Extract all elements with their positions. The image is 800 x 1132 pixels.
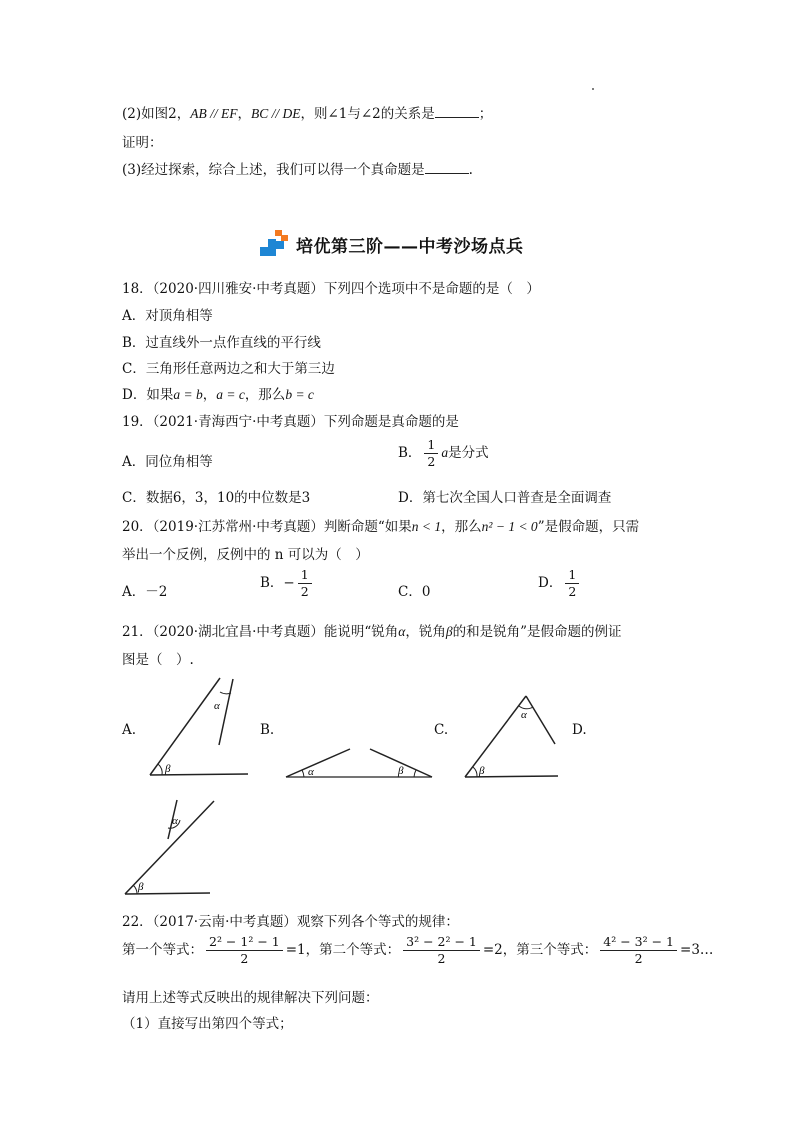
part2-cond1: AB // EF [190,106,238,121]
q22-equations [122,935,713,966]
q20-stem-line1 [122,515,639,535]
q20-option-d[interactable] [538,568,582,599]
q18-d-math1: a = b [173,387,203,402]
q21-stem-a: 21．（2020·湖北宜昌·中考真题）能说明“锐角 [122,624,399,640]
fraction-den: 2 [240,950,249,966]
q19-b-label: B． [398,444,422,461]
part2-suffix: ，则∠1与∠2的关系是 [300,106,435,122]
fraction-num: 1 [298,568,312,584]
figure-alpha-label: α [214,700,220,712]
q18-d-math3: b = c [285,387,314,402]
q21-option-c[interactable]: C. [434,722,449,738]
q19-b-var: a [441,444,449,460]
q22-eq1-result: =1，第二个等式： [285,941,401,958]
q18-option-d[interactable] [122,383,314,403]
figure-beta-label: β [138,881,144,893]
part3-end: . [468,162,473,178]
fraction [206,935,283,966]
fraction-num: 4² − 3² − 1 [600,935,677,951]
q21-stem-line1 [122,620,622,640]
section-title [258,230,524,258]
q18-option-a[interactable]: A．对顶角相等 [122,308,213,324]
q19-b-text: 是分式 [448,444,489,461]
fraction-num: 2² − 1² − 1 [206,935,283,951]
q20-b-label: B． [260,574,284,591]
fraction [298,568,312,599]
q20-stem-line2: 举出一个反例，反例中的 n 可以为（ ） [122,547,369,563]
q22-eq3-result: =3… [680,941,714,958]
q20-cond: n < 1 [411,519,442,534]
q19-stem: 19．（2021·青海西宁·中考真题）下列命题是真命题的是 [122,414,459,430]
figure-beta-label: β [165,763,171,775]
fraction-den: 2 [634,950,643,966]
q20-option-a[interactable]: A．－2 [122,584,168,600]
q21-stem-line2: 图是（ ）. [122,652,194,668]
part3-line [122,158,473,178]
figure-alpha-label: α [308,766,314,778]
q21-option-a[interactable]: A. [122,722,137,738]
section-title-text: 培优第三阶——中考沙场点兵 [296,236,524,257]
q20-b-sign: − [283,574,295,591]
fraction-num: 1 [424,438,438,454]
q18-option-c[interactable]: C．三角形任意两边之和大于第三边 [122,361,335,377]
figure-b [284,742,436,782]
q20-option-c[interactable]: C．0 [398,584,431,600]
q22-sub1: （1）直接写出第四个等式； [122,1016,293,1032]
q19-option-c[interactable]: C．数据6，3，10的中位数是3 [122,490,311,506]
fraction [600,935,677,966]
proof-label: 证明： [122,135,163,151]
q18-stem: 18．（2020·四川雅安·中考真题）下列四个选项中不是命题的是（ ） [122,281,540,297]
q20-cond2: n² − 1 < 0 [481,519,538,534]
figure-c [460,692,560,784]
q22-stem: 22．（2017·云南·中考真题）观察下列各个等式的规律： [122,914,459,930]
fraction-num: 3² − 2² − 1 [403,935,480,951]
q20-stem-c: ”是假命题，只需 [537,519,640,535]
q20-stem-a: 20．（2019·江苏常州·中考真题）判断命题“如果 [122,519,412,535]
part2-line [122,102,492,122]
q22-instruction: 请用上述等式反映出的规律解决下列问题： [122,990,379,1006]
q19-option-a[interactable]: A．同位角相等 [122,454,213,470]
q20-d-label: D． [538,574,563,591]
part2-cond2: BC // DE [250,106,301,121]
part2-sep: ， [237,106,251,122]
q21-option-b[interactable]: B. [260,722,275,738]
part3-text: (3)经过探索，综合上述，我们可以得一个真命题是 [122,162,425,178]
q18-option-b[interactable]: B．过直线外一点作直线的平行线 [122,335,321,351]
fraction [424,438,438,469]
q18-d-prefix: D．如果 [122,387,174,403]
q18-d-sep: ， [202,387,217,403]
figure-a [140,675,255,785]
q22-eq2-result: =2，第三个等式： [482,941,598,958]
fraction-num: 1 [565,568,579,584]
q21-stem-c: 的和是锐角”是假命题的例证 [452,624,622,640]
q19-option-b[interactable] [398,438,489,469]
q18-d-mid: ，那么 [244,387,286,403]
figure-alpha-label: α [521,709,527,721]
figure-alpha-label: α [172,815,178,827]
answer-blank[interactable] [425,161,469,174]
part2-prefix: (2)如图2， [122,106,191,122]
q21-beta: β [445,624,453,639]
part2-end: ； [478,106,493,122]
q20-stem-b: ，那么 [441,519,482,535]
fraction-den: 2 [437,950,446,966]
figure-beta-label: β [398,765,404,777]
stray-dot [592,88,594,90]
stairs-icon [258,230,288,258]
figure-d [122,798,217,900]
fraction-den: 2 [300,583,309,599]
fraction [403,935,480,966]
q18-d-math2: a = c [216,387,245,402]
q20-option-b[interactable] [260,568,315,599]
answer-blank[interactable] [435,105,479,118]
figure-beta-label: β [479,765,485,777]
fraction-den: 2 [427,453,436,469]
q21-alpha: α [398,624,406,639]
fraction [565,568,579,599]
fraction-den: 2 [568,583,577,599]
q21-stem-b: ，锐角 [405,624,446,640]
q19-option-d[interactable]: D．第七次全国人口普查是全面调查 [398,490,612,506]
q22-eq1-label: 第一个等式： [122,941,203,958]
q21-option-d[interactable]: D. [572,722,587,738]
